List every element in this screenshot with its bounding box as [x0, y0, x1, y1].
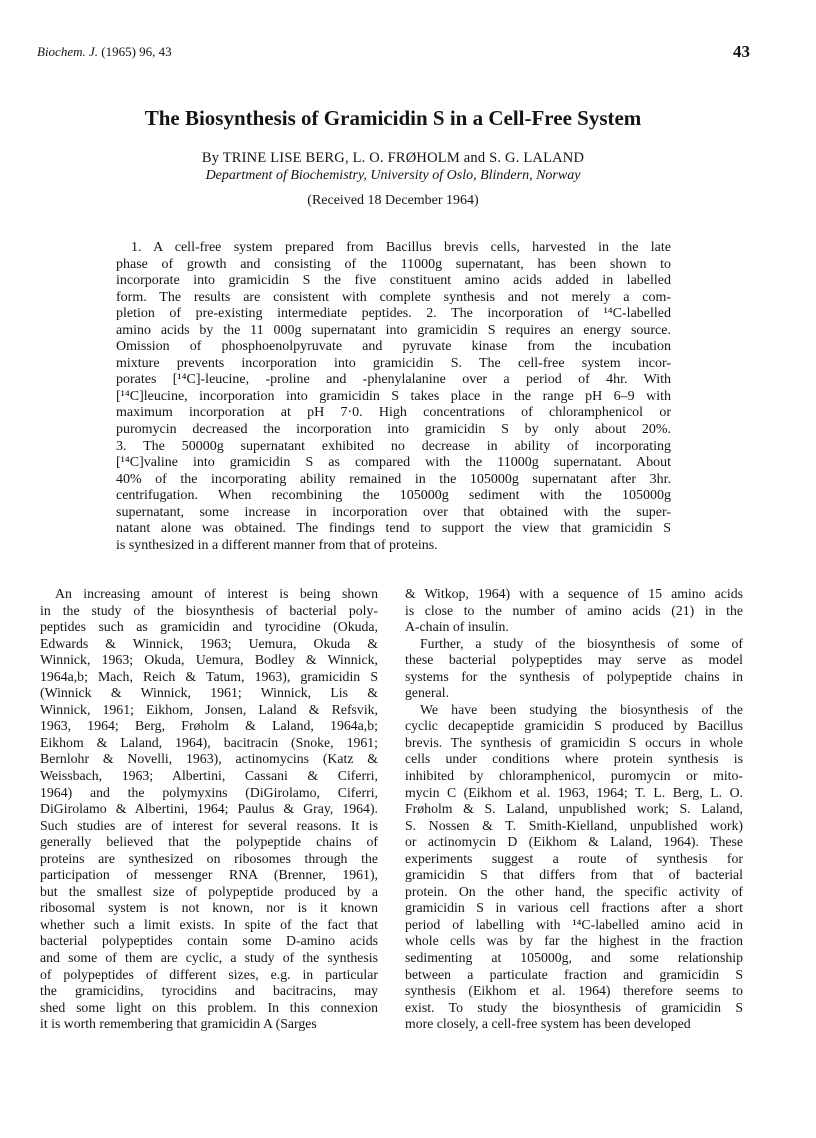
- received-date: (Received 18 December 1964): [307, 193, 479, 208]
- body-column-left: [40, 586, 378, 1033]
- text-line: more closely, a cell-free system has been developed: [405, 1016, 691, 1032]
- text-line: proteins are synthesized on ribosomes through the: [40, 850, 378, 866]
- text-line: form. The results are consistent with complete synthesis and not merely a com-: [116, 289, 671, 305]
- text-line: systems for the synthesis of polypeptide chains in: [405, 668, 743, 684]
- text-line: Such studies are of interest for several reasons. It is: [40, 817, 378, 833]
- text-line: DiGirolamo & Albertini, 1964; Paulus & Gray, 1964).: [40, 801, 378, 817]
- text-line: ribosomal system is not known, nor is it known: [40, 900, 378, 916]
- text-line: synthesis (Eikhom et al. 1964) therefore seems to: [405, 983, 743, 999]
- text-line: exist. To study the biosynthesis of gramicidin S: [405, 999, 743, 1015]
- text-line: Winnick, 1963; Okuda, Uemura, Bodley & Winnick,: [40, 652, 378, 668]
- text-line: Further, a study of the biosynthesis of some of: [420, 635, 743, 651]
- text-line: A-chain of insulin.: [405, 619, 509, 635]
- text-line: cyclic decapeptide gramicidin S produced by Bacillus: [405, 718, 743, 734]
- text-line: mycin C (Eikhom et al. 1963, 1964; T. L. Berg, L. O.: [405, 784, 743, 800]
- text-line: bacterial polypeptides contain some D-amino acids: [40, 933, 378, 949]
- text-line: peptides such as gramicidin and tyrocidine (Okuda,: [40, 619, 378, 635]
- text-line: cells under conditions where protein synthesis is: [405, 751, 743, 767]
- text-line: S. Nossen & T. Smith-Kielland, unpublished work): [405, 817, 743, 833]
- text-line: shed some light on this problem. In this connexion: [40, 999, 378, 1015]
- paragraph: [405, 702, 743, 1033]
- paragraph: [405, 586, 743, 636]
- text-line: inhibited by chloramphenicol, puromycin or mito-: [405, 768, 743, 784]
- affiliation: Department of Biochemistry, University of Oslo, Blindern, Norway: [205, 168, 581, 183]
- abstract: [116, 240, 671, 554]
- text-line: between a particulate fraction and gramicidin S: [405, 966, 743, 982]
- text-line: 40% of the incorporating ability remained in the 105000g supernatant after 3hr.: [116, 471, 671, 487]
- text-line: generally believed that the polypeptide chains of: [40, 834, 378, 850]
- text-line: incorporate into gramicidin S the five constituent amino acids added in labelled: [116, 273, 671, 289]
- citation: (1965) 96, 43: [101, 44, 172, 59]
- text-line: 1. A cell-free system prepared from Bacillus brevis cells, harvested in the late: [131, 240, 671, 255]
- text-line: puromycin decreased the incorporation into gramicidin S by only about 20%.: [116, 422, 671, 438]
- text-line: or actinomycin D (Eikhom & Laland, 1964). These: [405, 834, 743, 850]
- text-line: Edwards & Winnick, 1963; Uemura, Okuda &: [40, 635, 378, 651]
- text-line: natant alone was obtained. The findings tend to support the view that gramicidin S: [116, 521, 671, 537]
- text-line: participation of messenger RNA (Brenner, 1961),: [40, 867, 378, 883]
- text-line: & Witkop, 1964) with a sequence of 15 amino acids: [405, 586, 743, 601]
- text-line: is synthesized in a different manner from that of proteins.: [116, 537, 438, 553]
- text-line: and some of them are cyclic, a study of the synthesis: [40, 950, 378, 966]
- text-line: experiments suggest a route of synthesis for: [405, 850, 743, 866]
- paragraph: [40, 586, 378, 1033]
- text-line: 3. The 50000g supernatant exhibited no decrease in ability of incorporating: [116, 438, 671, 454]
- text-line: maximum incorporation at pH 7·0. High concentrations of chloramphenicol or: [116, 405, 671, 421]
- journal-name: Biochem. J.: [37, 44, 99, 59]
- text-line: [¹⁴C]leucine, incorporation into gramicidin S takes place in the range pH 6–9 with: [116, 388, 671, 404]
- paragraph: [405, 636, 743, 702]
- paragraph: [116, 240, 671, 554]
- body-column-right: [405, 586, 743, 1033]
- text-line: it is worth remembering that gramicidin A (Sarges: [40, 1016, 317, 1032]
- text-line: Winnick, 1961; Eikhom, Jonsen, Laland & Refsvik,: [40, 701, 378, 717]
- running-header: [37, 44, 172, 60]
- text-line: centrifugation. When recombining the 105000g sediment with the 105000g: [116, 488, 671, 504]
- text-line: the gramicidins, tyrocidins and bacitracins, may: [40, 983, 378, 999]
- text-line: gramicidin S in various cell fractions after a short: [405, 900, 743, 916]
- text-line: general.: [405, 685, 450, 701]
- text-line: gramicidin S that differs from that of bacterial: [405, 867, 743, 883]
- authors: By TRINE LISE BERG, L. O. FRØHOLM and S. G. LALAND: [201, 150, 585, 166]
- text-line: Eikhom & Laland, 1964), bacitracin (Snoke, 1961;: [40, 734, 378, 750]
- text-line: of polypeptides of different sizes, e.g. in particular: [40, 966, 378, 982]
- text-line: An increasing amount of interest is being shown: [55, 586, 378, 601]
- text-line: Omission of phosphoenolpyruvate and pyruvate kinase from the incubation: [116, 339, 671, 355]
- text-line: Weissbach, 1963; Albertini, Cassani & Ciferri,: [40, 768, 378, 784]
- text-line: [¹⁴C]valine into gramicidin S as compared with the 11000g supernatant. About: [116, 455, 671, 471]
- page-number: 43: [733, 42, 750, 61]
- text-line: We have been studying the biosynthesis of the: [420, 701, 743, 717]
- text-line: pletion of pre-existing intermediate peptides. 2. The incorporation of ¹⁴C-labelled: [116, 306, 671, 322]
- text-line: amino acids by the 11 000g supernatant into gramicidin S requires an energy source.: [116, 322, 671, 338]
- text-line: whether such a limit exists. In spite of the fact that: [40, 916, 378, 932]
- text-line: porates [¹⁴C]-leucine, -proline and -phenylalanine over a period of 4hr. With: [116, 372, 671, 388]
- text-line: 1964) and the polymyxins (DiGirolamo, Ciferri,: [40, 784, 378, 800]
- text-line: but the smallest size of polypeptide produced by a: [40, 883, 378, 899]
- article-title: The Biosynthesis of Gramicidin S in a Cell-Free System: [144, 106, 642, 130]
- text-line: these bacterial polypeptides may serve as model: [405, 652, 743, 668]
- text-line: is close to the number of amino acids (21) in the: [405, 602, 743, 618]
- text-line: Frøholm & S. Laland, unpublished work; S. Laland,: [405, 801, 743, 817]
- text-line: brevis. The synthesis of gramicidin S occurs in whole: [405, 734, 743, 750]
- text-line: phase of growth and consisting of the 11000g supernatant, has been shown to: [116, 256, 671, 272]
- text-line: period of labelling with ¹⁴C-labelled amino acid in: [405, 916, 743, 932]
- text-line: whole cells was by far the highest in the fraction: [405, 933, 743, 949]
- text-line: (Winnick & Winnick, 1961; Winnick, Lis &: [40, 685, 378, 701]
- text-line: protein. On the other hand, the specific activity of: [405, 883, 743, 899]
- text-line: Bernlohr & Novelli, 1963), actinomycins (Katz &: [40, 751, 378, 767]
- text-line: 1963, 1964; Berg, Frøholm & Laland, 1964a,b;: [40, 718, 378, 734]
- text-line: supernatant, some increase in incorporation over that obtained with the super-: [116, 504, 671, 520]
- text-line: mixture prevents incorporation into gramicidin S. The cell-free system incor-: [116, 355, 671, 371]
- text-line: sedimenting at 105000g, and some relationship: [405, 950, 743, 966]
- text-line: in the study of the biosynthesis of bacterial poly-: [40, 602, 378, 618]
- text-line: 1964a,b; Mach, Reich & Tatum, 1963), gramicidin S: [40, 668, 378, 684]
